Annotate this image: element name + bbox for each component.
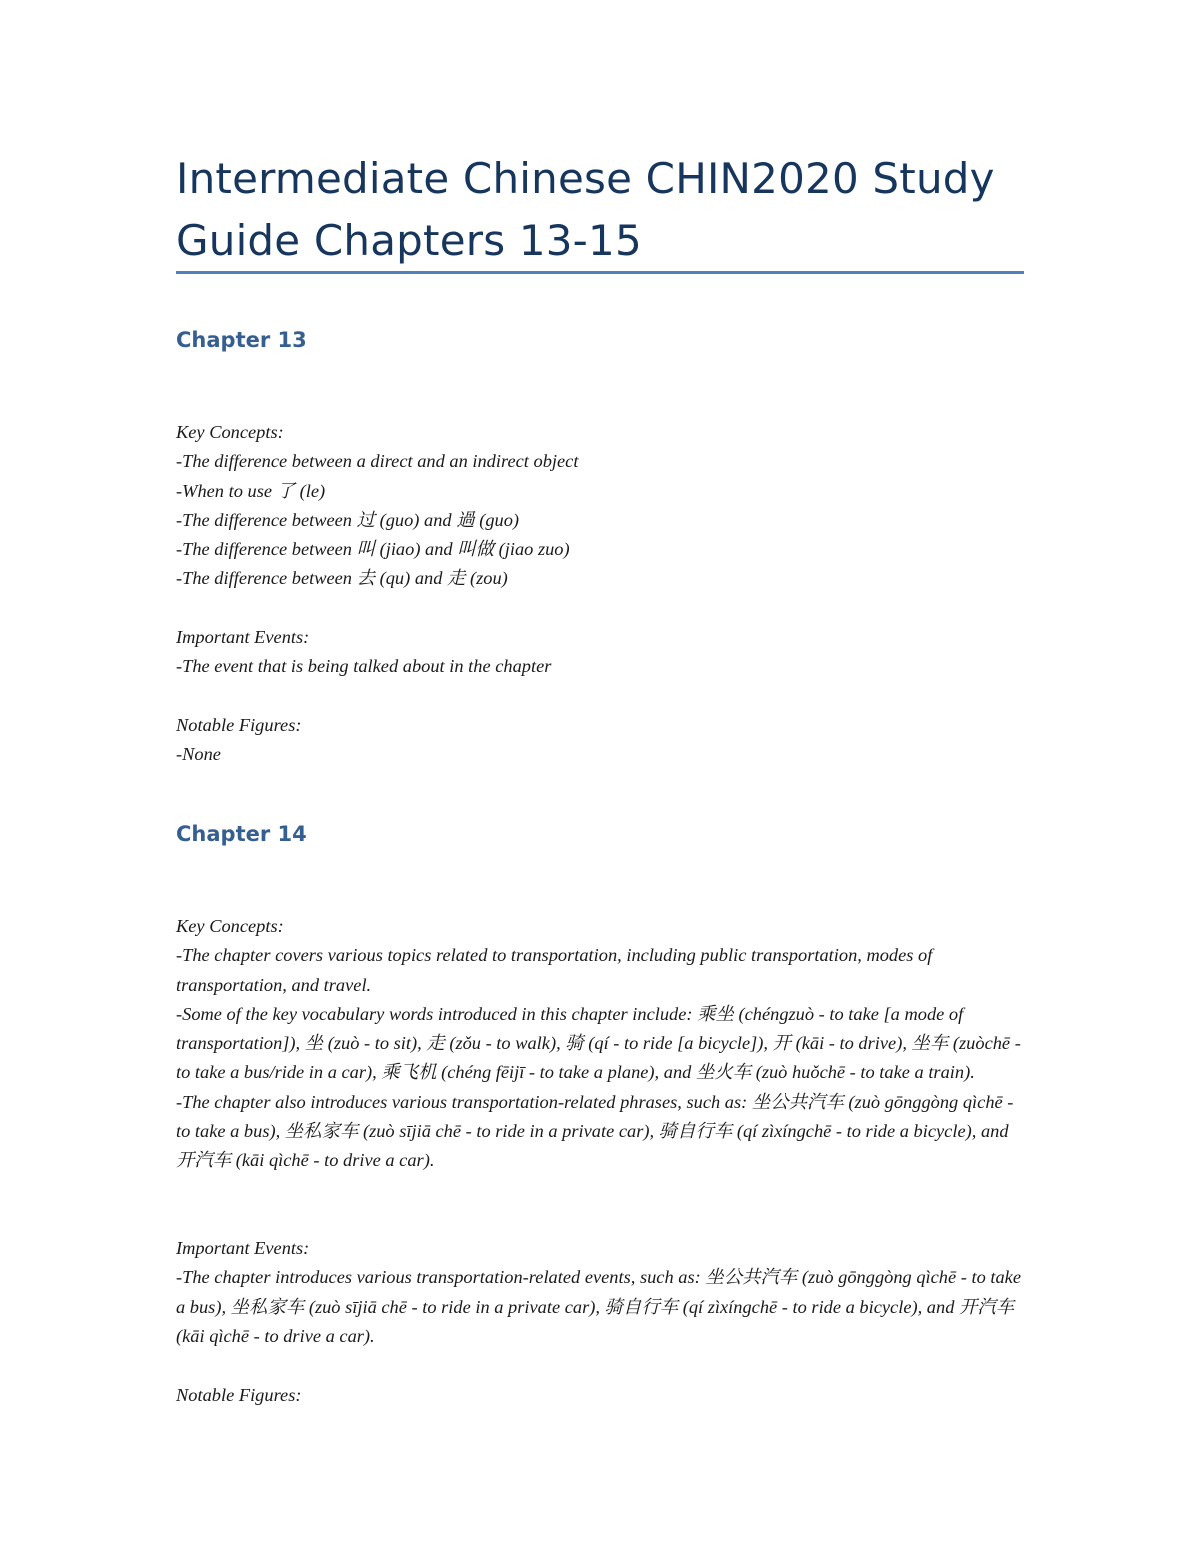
important-events-label: Important Events:: [176, 627, 310, 647]
notable-figures-label: Notable Figures:: [176, 1385, 302, 1405]
key-concept-item: -Some of the key vocabulary words introduced in this chapter include: 乘坐 (chéngzuò - to take [a mode of transportation]), 坐 (zuò - to sit), 走 (zǒu - to walk), 骑 (qí - to ride [a bicycle]), 开 (kāi - to drive), 坐车 (zuòchē - to take a bus/ride in a car), 乘飞机 (chéng fēijī - to take a plane), and 坐火车 (zuò huǒchē - to take a train).: [176, 1003, 1021, 1083]
figure-item: -None: [176, 744, 221, 765]
title-underline: [176, 271, 1024, 274]
key-concept-item: -The difference between 叫 (jiao) and 叫做 (jiao zuo): [176, 539, 570, 560]
chapter-14-notable-figures: [176, 1381, 1026, 1410]
key-concept-item: -The difference between 去 (qu) and 走 (zou): [176, 568, 508, 589]
chapter-13-notable-figures: [176, 711, 1026, 770]
chapter-14-important-events: [176, 1234, 1026, 1351]
chapter-13-heading: Chapter 13: [176, 328, 307, 352]
important-events-label: Important Events:: [176, 1238, 310, 1258]
key-concept-item: -The chapter also introduces various transportation-related phrases, such as: 坐公共汽车 (zuò gōnggòng qìchē - to take a bus), 坐私家车 (zuò sījiā chē - to ride in a private car), 骑自行车 (qí zìxíngchē - to ride a bicycle), and 开汽车 (kāi qìchē - to drive a car).: [176, 1091, 1014, 1171]
chapter-14-heading: Chapter 14: [176, 822, 307, 846]
chapter-13-important-events: [176, 623, 1026, 682]
key-concepts-label: Key Concepts:: [176, 916, 284, 936]
chapter-14-key-concepts: [176, 912, 1026, 1176]
key-concept-item: -When to use 了 (le): [176, 480, 326, 501]
notable-figures-label: Notable Figures:: [176, 715, 302, 735]
chapter-13-key-concepts: [176, 418, 1026, 594]
document-title: Intermediate Chinese CHIN2020 Study Guide Chapters 13-15: [176, 154, 995, 265]
key-concepts-label: Key Concepts:: [176, 422, 284, 442]
event-item: -The chapter introduces various transportation-related events, such as: 坐公共汽车 (zuò gōnggòng qìchē - to take a bus), 坐私家车 (zuò sījiā chē - to ride in a private car), 骑自行车 (qí zìxíngchē - to ride a bicycle), and 开汽车 (kāi qìchē - to drive a car).: [176, 1267, 1021, 1346]
key-concept-item: -The difference between a direct and an indirect object: [176, 451, 579, 472]
event-item: -The event that is being talked about in the chapter: [176, 656, 552, 677]
key-concept-item: -The difference between 过 (guo) and 過 (guo): [176, 509, 520, 530]
key-concept-item: -The chapter covers various topics related to transportation, including public transportation, modes of transportation, and travel.: [176, 945, 933, 995]
